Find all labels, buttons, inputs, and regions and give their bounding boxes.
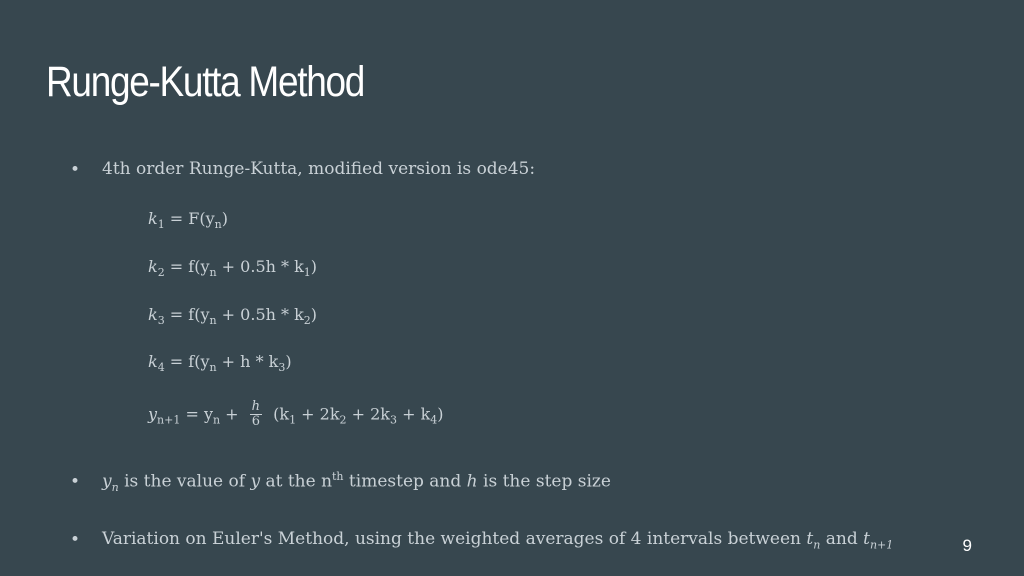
fraction-h-over-6: $\frac{h}{6}$ [251,399,261,430]
bullet-marker: • [70,472,81,492]
page-number: 9 [962,536,972,555]
bullet-marker: • [70,530,81,550]
slide-title: Runge-Kutta Method [46,58,365,106]
equation-k1: $k_1 = F(y_n)$ [148,209,229,232]
bullet-marker: • [70,160,81,180]
bullet-3-text: Variation on Euler's Method, using the weighted averages of 4 intervals between $t_n$ and $t_{n+1}$ [102,529,894,552]
bullet-2-text: $y_n$ is the value of y at the $n^{th}$ timestep and h is the step size [102,470,611,495]
equation-k3: $k_3 = f(y_n + 0.5h * k_2)$ [148,305,318,328]
equation-y-next: $y_{n+1} = y_n$ + $\frac{h}{6}$ $(k_1 + 2k_2 + 2k_3 + k_4)$ [148,399,444,430]
bullet-1-text: 4th order Runge-Kutta, modified version is ode45: [102,159,536,179]
equation-k4: $k_4 = f(y_n + h * k_3)$ [148,352,292,375]
equation-k2: $k_2 = f(y_n + 0.5h * k_1)$ [148,257,318,280]
